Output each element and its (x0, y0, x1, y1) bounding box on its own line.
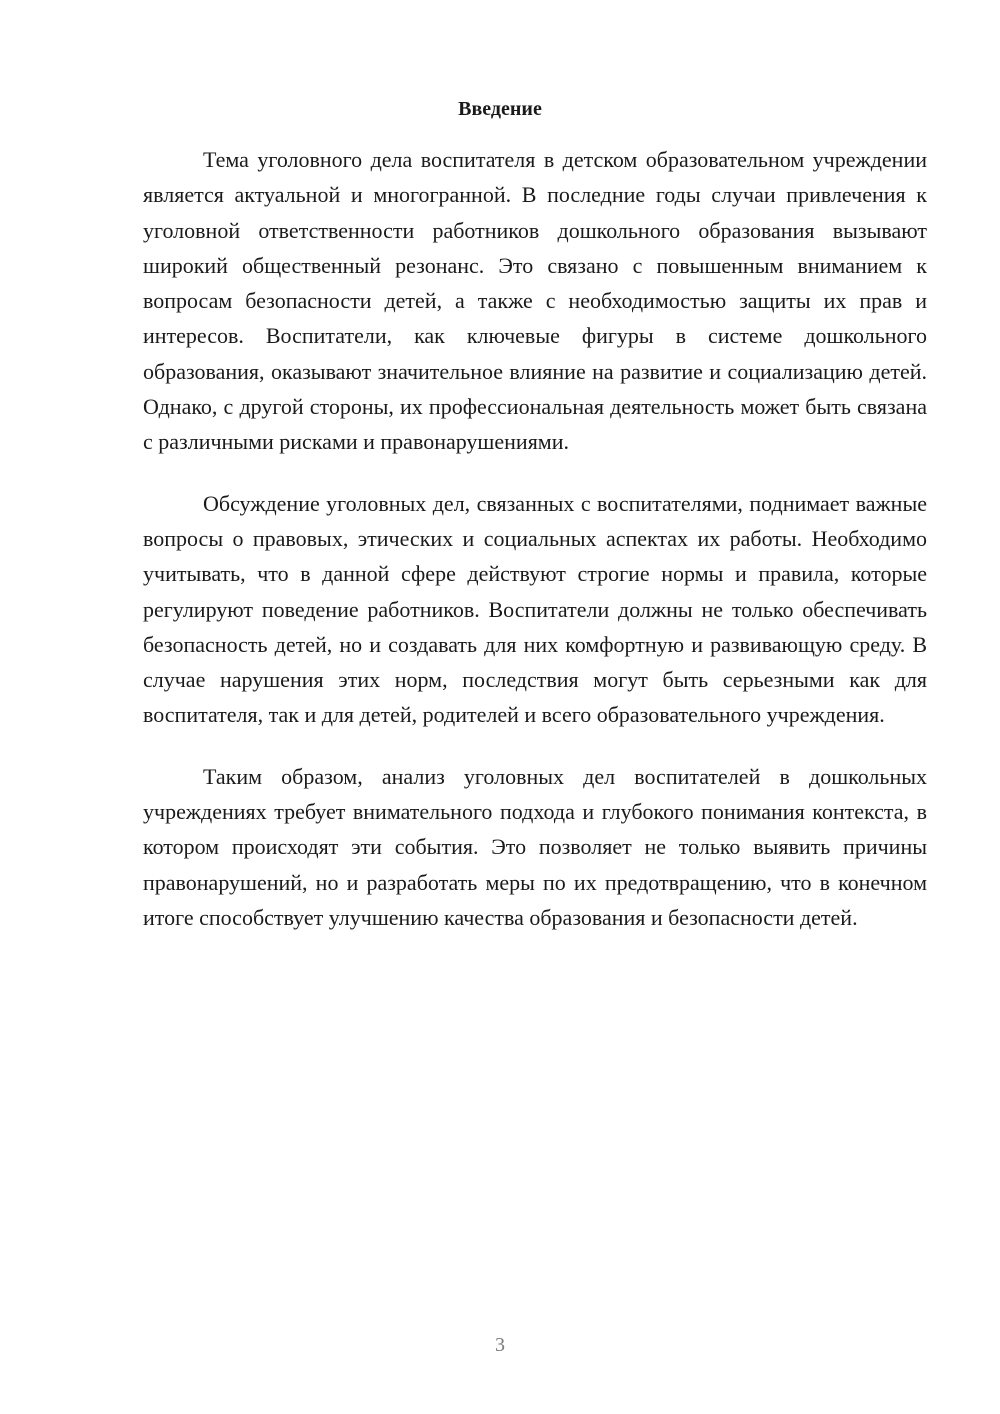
page-heading: Введение (458, 98, 542, 120)
paragraph-1: Тема уголовного дела воспитателя в детском образовательном учреждении является актуальной и многогранной. В последние годы случаи привлечения к уголовной ответственности работников дошкольного образования вызывают широкий общественный резонанс. Это связано с повышенным вниманием к вопросам безопасности детей, а также с необходимостью защиты их прав и интересов. Воспитатели, как ключевые фигуры в системе дошкольного образования, оказывают значительное влияние на развитие и социализацию детей. Однако, с другой стороны, их профессиональная деятельность может быть связана с различными рисками и правонарушениями. (143, 147, 927, 455)
body-text (143, 142, 927, 961)
paragraph-2: Обсуждение уголовных дел, связанных с воспитателями, поднимает важные вопросы о правовых, этических и социальных аспектах их работы. Необходимо учитывать, что в данной сфере действуют строгие нормы и правила, которые регулируют поведение работников. Воспитатели должны не только обеспечивать безопасность детей, но и создавать для них комфортную и развивающую среду. В случае нарушения этих норм, последствия могут быть серьезными как для воспитателя, так и для детей, родителей и всего образовательного учреждения. (143, 490, 927, 728)
paragraph-3: Таким образом, анализ уголовных дел воспитателей в дошкольных учреждениях требует внимательного подхода и глубокого понимания контекста, в котором происходят эти события. Это позволяет не только выявить причины правонарушений, но и разработать меры по их предотвращению, что в конечном итоге способствует улучшению качества образования и безопасности детей. (143, 763, 927, 930)
page-number: 3 (495, 1334, 505, 1356)
